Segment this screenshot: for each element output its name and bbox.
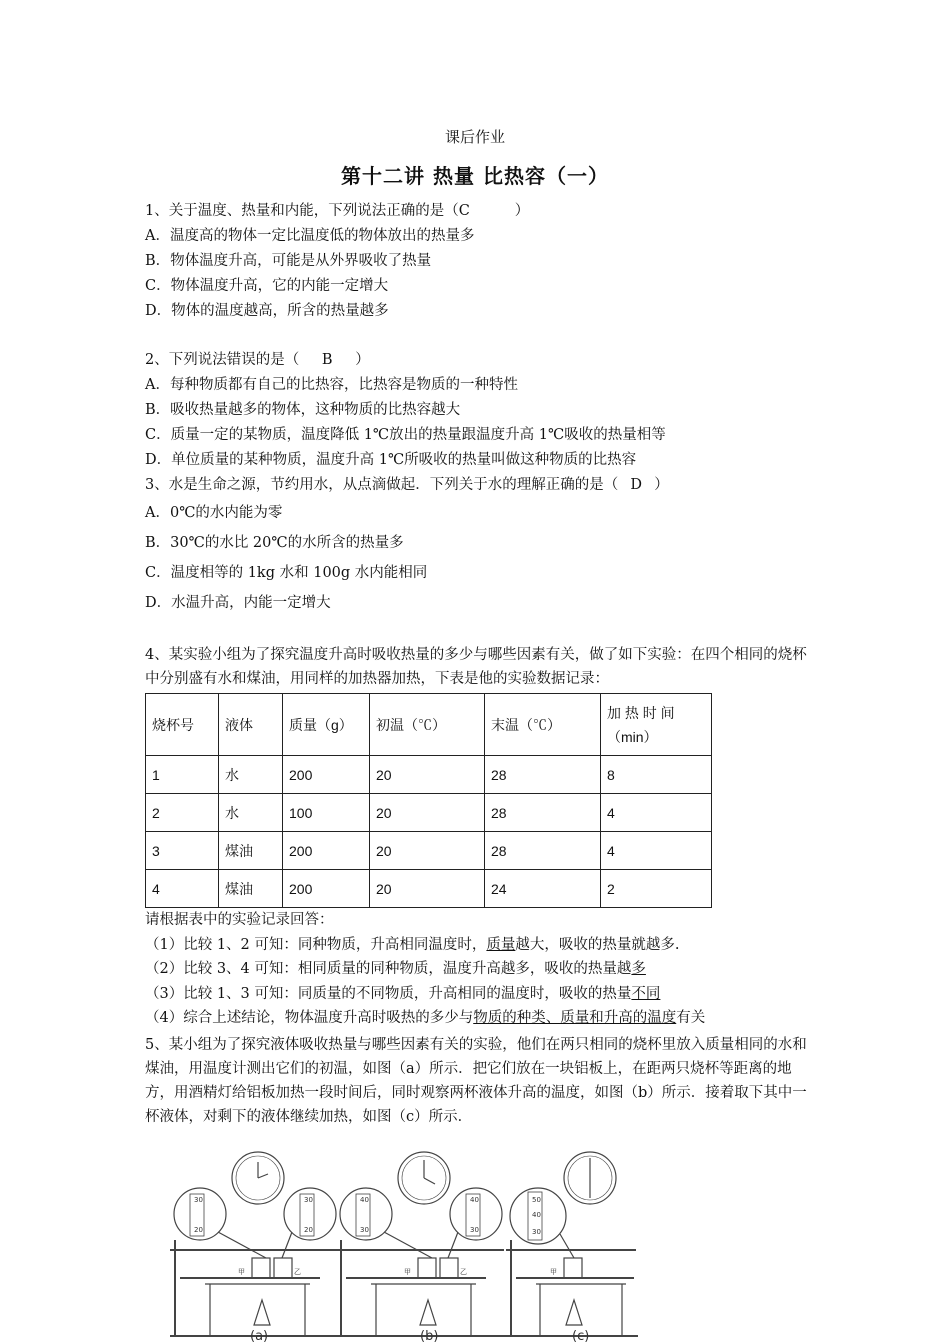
question-5 bbox=[145, 1033, 815, 1129]
table-cell: 200 bbox=[283, 870, 370, 908]
question-4-intro: 4、某实验小组为了探究温度升高时吸收热量的多少与哪些因素有关，做了如下实验：在四个相同的烧杯中分别盛有水和煤油，用同样的加热器加热，下表是他的实验数据记录： bbox=[145, 647, 807, 687]
question-4-answer-4: （4）综合上述结论，物体温度升高时吸热的多少与物质的种类、质量和升高的温度有关 bbox=[145, 1010, 706, 1026]
scale-c-top: 50 bbox=[532, 1196, 541, 1204]
table-header: 质量（g） bbox=[283, 694, 370, 756]
table-header: 初温（℃） bbox=[370, 694, 485, 756]
table-cell: 煤油 bbox=[219, 870, 283, 908]
table-cell: 4 bbox=[601, 832, 712, 870]
table-cell: 2 bbox=[146, 794, 219, 832]
lecture-title: 第十二讲 热量 比热容（一） bbox=[341, 164, 609, 188]
question-4-answer-2: （2）比较 3、4 可知：相同质量的同种物质，温度升高越多，吸收的热量越多 bbox=[145, 961, 646, 977]
beaker-a-left-label: 甲 bbox=[238, 1268, 245, 1276]
experiment-figure bbox=[170, 1150, 640, 1344]
question-1-stem: 1、关于温度、热量和内能，下列说法正确的是（C ） bbox=[145, 199, 825, 224]
question-1 bbox=[145, 199, 825, 324]
caption-c: (c) bbox=[572, 1329, 590, 1344]
question-2-option-b: B．吸收热量越多的物体，这种物质的比热容越大 bbox=[145, 402, 461, 418]
beaker-a-right-label: 乙 bbox=[294, 1268, 301, 1276]
table-cell: 20 bbox=[370, 832, 485, 870]
question-2 bbox=[145, 348, 825, 473]
table-cell: 28 bbox=[485, 756, 601, 794]
homework-label: 课后作业 bbox=[444, 128, 505, 146]
table-cell: 200 bbox=[283, 832, 370, 870]
setup-c bbox=[506, 1152, 638, 1336]
table-header: 加 热 时 间（min） bbox=[601, 694, 712, 756]
beaker-c-label: 甲 bbox=[550, 1268, 557, 1276]
table-header: 烧杯号 bbox=[146, 694, 219, 756]
scale-a-right-top: 30 bbox=[304, 1196, 313, 1204]
alcohol-lamp-c-icon bbox=[566, 1300, 582, 1325]
question-2-option-a: A．每种物质都有自己的比热容，比热容是物质的一种特性 bbox=[145, 377, 518, 393]
table-row bbox=[146, 794, 712, 832]
beaker-b-left-label: 甲 bbox=[404, 1268, 411, 1276]
table-cell: 100 bbox=[283, 794, 370, 832]
question-1-option-d: D．物体的温度越高，所含的热量越多 bbox=[145, 303, 389, 319]
table-row bbox=[146, 832, 712, 870]
question-1-option-c: C．物体温度升高，它的内能一定增大 bbox=[145, 278, 389, 294]
table-cell: 水 bbox=[219, 794, 283, 832]
setup-b bbox=[336, 1152, 506, 1336]
table-cell: 煤油 bbox=[219, 832, 283, 870]
experiment-table bbox=[145, 693, 712, 908]
table-cell: 200 bbox=[283, 756, 370, 794]
table-cell: 8 bbox=[601, 756, 712, 794]
setup-a bbox=[170, 1152, 340, 1336]
beaker-b-right-label: 乙 bbox=[460, 1268, 467, 1276]
table-cell: 4 bbox=[146, 870, 219, 908]
question-4-prompt: 请根据表中的实验记录回答： bbox=[145, 912, 334, 928]
table-cell: 1 bbox=[146, 756, 219, 794]
question-5-text: 5、某小组为了探究液体吸收热量与哪些因素有关的实验，他们在两只相同的烧杯里放入质量相同的水和煤油，用温度计测出它们的初温，如图（a）所示．把它们放在一块铝板上，在距两只烧杯等距离的地方，用酒精灯给铝板加热一段时间后，同时观察两杯液体升高的温度，如图（b）所示．接着取下其中一杯液体，对剩下的液体继续加热，如图（c）所示． bbox=[145, 1037, 807, 1125]
table-header-row bbox=[146, 694, 712, 756]
table-cell: 水 bbox=[219, 756, 283, 794]
question-2-stem: 2、下列说法错误的是（ B ） bbox=[145, 348, 825, 373]
question-2-answer: B bbox=[321, 352, 333, 368]
scale-a-left-top: 30 bbox=[194, 1196, 203, 1204]
scale-b-right-bottom: 30 bbox=[470, 1226, 479, 1234]
question-3-stem: 3、水是生命之源，节约用水，从点滴做起．下列关于水的理解正确的是（ D ） bbox=[145, 473, 825, 498]
question-1-answer: C bbox=[458, 203, 470, 219]
table-row bbox=[146, 870, 712, 908]
question-2-option-d: D．单位质量的某种物质，温度升高 1℃所吸收的热量叫做这种物质的比热容 bbox=[145, 452, 637, 468]
question-3-option-b: B．30℃的水比 20℃的水所含的热量多 bbox=[145, 535, 404, 551]
caption-b: (b) bbox=[420, 1329, 439, 1344]
question-1-option-a: A．温度高的物体一定比温度低的物体放出的热量多 bbox=[145, 228, 475, 244]
alcohol-lamp-b-icon bbox=[420, 1300, 436, 1325]
scale-c-bottom: 30 bbox=[532, 1228, 541, 1236]
scale-b-left-top: 40 bbox=[360, 1196, 369, 1204]
scale-a-left-bottom: 20 bbox=[194, 1226, 203, 1234]
table-cell: 20 bbox=[370, 870, 485, 908]
question-3 bbox=[145, 473, 825, 618]
question-4-answers bbox=[145, 908, 825, 1031]
table-cell: 28 bbox=[485, 794, 601, 832]
scale-c-middle: 40 bbox=[532, 1211, 541, 1219]
table-header: 液体 bbox=[219, 694, 283, 756]
question-3-answer: D bbox=[630, 477, 643, 493]
table-cell: 28 bbox=[485, 832, 601, 870]
question-2-option-c: C．质量一定的某物质，温度降低 1℃放出的热量跟温度升高 1℃吸收的热量相等 bbox=[145, 427, 666, 443]
question-3-option-d: D．水温升高，内能一定增大 bbox=[145, 595, 331, 611]
question-4-intro-block bbox=[145, 643, 810, 691]
caption-a: (a) bbox=[250, 1329, 269, 1344]
question-3-option-a: A．0℃的水内能为零 bbox=[145, 505, 283, 521]
table-header: 末温（℃） bbox=[485, 694, 601, 756]
scale-b-right-top: 40 bbox=[470, 1196, 479, 1204]
question-3-option-c: C．温度相等的 1kg 水和 100g 水内能相同 bbox=[145, 565, 428, 581]
table-cell: 2 bbox=[601, 870, 712, 908]
question-4-answer-1: （1）比较 1、2 可知：同种物质，升高相同温度时，质量越大，吸收的热量就越多. bbox=[145, 936, 680, 953]
scale-b-left-bottom: 30 bbox=[360, 1226, 369, 1234]
table-cell: 4 bbox=[601, 794, 712, 832]
question-1-option-b: B．物体温度升高，可能是从外界吸收了热量 bbox=[145, 253, 432, 269]
table-row bbox=[146, 756, 712, 794]
table-cell: 20 bbox=[370, 756, 485, 794]
table-cell: 24 bbox=[485, 870, 601, 908]
table-cell: 3 bbox=[146, 832, 219, 870]
question-4-answer-3: （3）比较 1、3 可知：同质量的不同物质，升高相同的温度时，吸收的热量不同 bbox=[145, 985, 661, 1002]
scale-a-right-bottom: 20 bbox=[304, 1226, 313, 1234]
alcohol-lamp-a-icon bbox=[254, 1300, 270, 1325]
table-cell: 20 bbox=[370, 794, 485, 832]
